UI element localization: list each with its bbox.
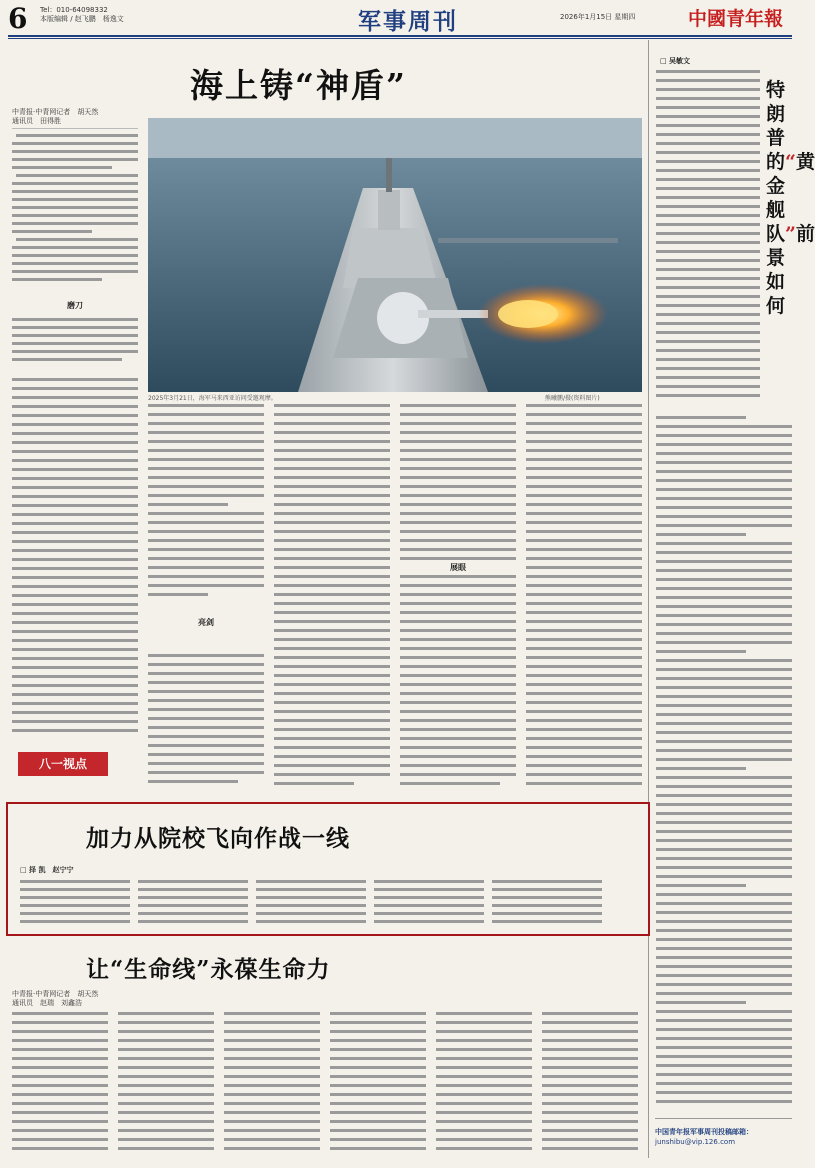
article-headline: 让“生命线”永葆生命力 — [86, 956, 331, 983]
text-line — [656, 713, 792, 716]
text-line — [656, 1100, 792, 1103]
section-title: 军事周刊 — [358, 8, 458, 35]
text-line — [656, 488, 792, 491]
text-line — [656, 650, 746, 653]
article-byline: □ 择 凯 赵宁宁 — [20, 866, 74, 874]
text-line — [656, 515, 792, 518]
text-line — [656, 830, 792, 833]
contact-line: Tel：010-64098332 — [40, 6, 108, 14]
byline-line: 中青报·中青网记者 胡天然 — [12, 990, 99, 998]
text-line — [656, 875, 792, 878]
contact-line: 本版编辑 / 赵飞鹏 杨逸文 — [40, 15, 124, 23]
text-line — [656, 848, 792, 851]
text-line — [656, 767, 746, 770]
text-line — [656, 605, 792, 608]
headline-part: 特朗普的 — [766, 79, 786, 173]
submission-box — [655, 1118, 792, 1159]
warship-image — [148, 118, 642, 392]
text-line — [656, 452, 792, 455]
submission-email: junshibu@vip.126.com — [655, 1138, 736, 1146]
byline-line: 通讯员 赵瑞 刘鑫浩 — [12, 999, 82, 1007]
text-block — [656, 416, 792, 1112]
text-line — [656, 929, 792, 932]
text-line — [656, 947, 792, 950]
text-line — [656, 1091, 792, 1094]
text-line — [656, 524, 792, 527]
text-line — [656, 533, 746, 536]
byline-rule — [12, 128, 138, 129]
text-line — [656, 983, 792, 986]
text-line — [656, 632, 792, 635]
text-line — [656, 938, 792, 941]
photo-credit: 熊曦鹏/摄(资料图片) — [545, 395, 600, 402]
text-line — [656, 686, 792, 689]
text-line — [656, 425, 792, 428]
byline-line: 中青报·中青网记者 胡天然 — [12, 108, 99, 116]
text-line — [656, 668, 792, 671]
text-columns — [12, 1012, 644, 1160]
text-line — [656, 443, 792, 446]
brand-logo: 中國青年報 — [688, 8, 784, 30]
text-line — [656, 1055, 792, 1058]
masthead-rule — [8, 35, 792, 37]
text-line — [656, 1019, 792, 1022]
text-line — [656, 587, 792, 590]
text-line — [656, 614, 792, 617]
text-line — [656, 623, 792, 626]
subhead: 亮剑 — [148, 617, 264, 628]
text-line — [656, 704, 792, 707]
text-columns — [20, 880, 640, 930]
text-line — [656, 812, 792, 815]
text-line — [656, 821, 792, 824]
text-line — [656, 434, 792, 437]
text-line — [656, 911, 792, 914]
headline-part: 前景如何 — [766, 223, 815, 317]
rubric-badge: 八一视点 — [18, 752, 108, 776]
warship-photo — [148, 118, 642, 392]
text-line — [656, 884, 746, 887]
page-number: 6 — [8, 2, 28, 35]
text-line — [656, 1073, 792, 1076]
text-line — [656, 839, 792, 842]
text-line — [656, 794, 792, 797]
text-line — [656, 542, 792, 545]
text-line — [656, 902, 792, 905]
headline-part: 黄金舰队 — [766, 151, 815, 245]
text-line — [656, 776, 792, 779]
text-line — [656, 992, 792, 995]
text-line — [656, 758, 792, 761]
subhead: 展眼 — [400, 562, 516, 573]
text-line — [656, 551, 792, 554]
text-line — [656, 479, 792, 482]
sidebar-author-tag: □ 吴敏文 — [660, 57, 691, 65]
article-body — [12, 1012, 644, 1160]
text-line — [656, 497, 792, 500]
text-line — [656, 596, 792, 599]
text-line — [656, 677, 792, 680]
masthead — [0, 0, 800, 38]
lead-headline: 海上铸“神盾” — [190, 66, 407, 105]
text-line — [656, 731, 792, 734]
lead-left-column — [12, 132, 138, 372]
sidebar-body-lower — [656, 416, 792, 1112]
text-line — [656, 470, 792, 473]
text-block — [12, 378, 138, 738]
text-line — [656, 722, 792, 725]
text-line — [656, 1010, 792, 1013]
text-line — [656, 461, 792, 464]
text-line — [656, 641, 792, 644]
article-body — [20, 880, 640, 930]
text-line — [656, 416, 746, 419]
text-line — [656, 569, 792, 572]
byline-line: 通讯员 田得胜 — [12, 117, 61, 125]
text-line — [656, 695, 792, 698]
article-byline — [12, 990, 98, 1008]
text-columns — [148, 404, 642, 796]
dateline: 2026年1月15日 星期四 — [560, 13, 636, 21]
text-line — [656, 1001, 746, 1004]
headline-quote: ” — [785, 223, 796, 245]
text-line — [656, 785, 792, 788]
text-line — [656, 1046, 792, 1049]
headline-quote: “ — [785, 151, 796, 173]
text-line — [656, 866, 792, 869]
masthead-rule-thin — [8, 38, 792, 39]
text-line — [656, 956, 792, 959]
text-line — [656, 1082, 792, 1085]
lead-left-column-lower — [12, 378, 138, 738]
column-divider — [648, 40, 649, 1158]
article-headline: 加力从院校飞向作战一线 — [86, 825, 350, 852]
text-line — [656, 1028, 792, 1031]
text-line — [656, 749, 792, 752]
text-block — [12, 132, 138, 372]
lead-body — [148, 404, 642, 796]
lead-byline — [12, 108, 98, 126]
text-line — [656, 965, 792, 968]
text-line — [656, 506, 792, 509]
text-line — [656, 578, 792, 581]
text-line — [656, 920, 792, 923]
text-line — [656, 857, 792, 860]
sidebar-headline — [766, 78, 815, 318]
text-line — [656, 1064, 792, 1067]
text-line — [656, 560, 792, 563]
text-line — [656, 803, 792, 806]
text-line — [656, 740, 792, 743]
sidebar-body-upper — [656, 70, 760, 410]
text-block — [656, 70, 760, 410]
text-line — [656, 1037, 792, 1040]
subhead: 磨刀 — [67, 301, 83, 310]
text-line — [656, 659, 792, 662]
text-line — [656, 893, 792, 896]
submission-label: 中国青年报军事周刊投稿邮箱： — [655, 1128, 753, 1136]
text-line — [656, 974, 792, 977]
contact-info — [40, 6, 124, 24]
photo-caption: 2025年3月21日，海军马来西亚访问受邀观摩。 — [148, 395, 277, 402]
